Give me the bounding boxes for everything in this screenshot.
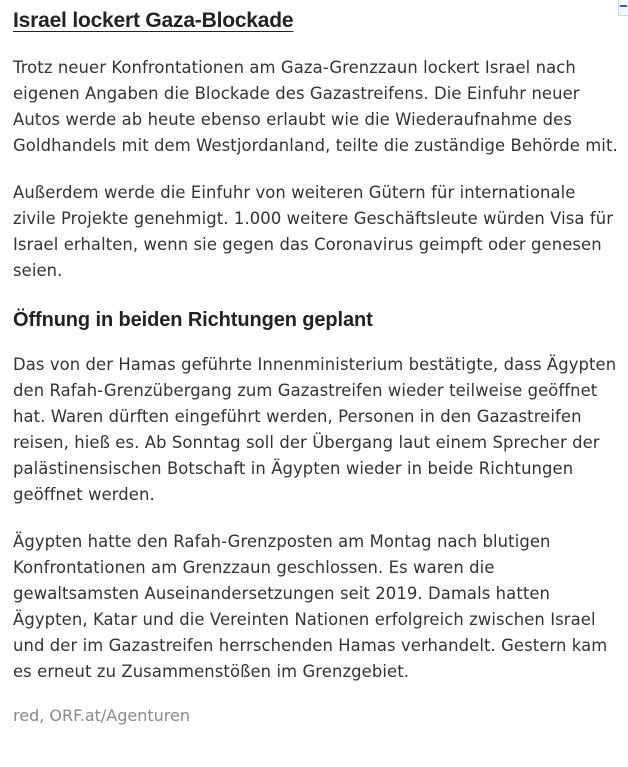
article-paragraph-1: Trotz neuer Konfrontationen am Gaza-Grenzzaun lockert Israel nach eigenen Angaben die Blockade des Gazastreifens. Die Einfuhr neuer Autos werde ab heute ebenso erlaubt wie die Wiederaufnahme des Goldhandels mit dem Westjordanland, teilte die zuständige Behörde mit. <box>13 58 618 155</box>
article-credit: red, ORF.at/Agenturen <box>13 706 191 725</box>
article-subheading: Öffnung in beiden Richtungen geplant <box>13 309 373 331</box>
minus-icon <box>620 5 627 7</box>
article-paragraph-2: Außerdem werde die Einfuhr von weiteren Gütern für internationale zivile Projekte genehmigt. 1.000 weitere Geschäftsleute würden Visa für Israel erhalten, wenn sie gegen das Coronavirus geimpft oder genesen seien. <box>13 183 614 280</box>
news-article <box>13 6 618 728</box>
article-paragraph-3: Das von der Hamas geführte Innenministerium bestätigte, dass Ägypten den Rafah-Grenzübergang zum Gazastreifen wieder teilweise geöffnet hat. Waren dürften eingeführt werden, Personen in den Gazastreifen reisen, hieß es. Ab Sonntag soll der Übergang laut einem Sprecher der palästinensischen Botschaft in Ägypten wieder in beide Richtungen geöffnet werden. <box>13 355 617 504</box>
collapse-tab-icon[interactable] <box>618 0 628 16</box>
article-headline[interactable]: Israel lockert Gaza-Blockade <box>13 9 294 32</box>
article-paragraph-4: Ägypten hatte den Rafah-Grenzposten am Montag nach blutigen Konfrontationen am Grenzzaun geschlossen. Es waren die gewaltsamsten Auseinandersetzungen seit 2019. Damals hatten Ägypten, Katar und die Vereinten Nationen erfolgreich zwischen Israel und der im Gazastreifen herrschenden Hamas verhandelt. Gestern kam es erneut zu Zusammenstößen im Grenzgebiet. <box>13 532 608 681</box>
